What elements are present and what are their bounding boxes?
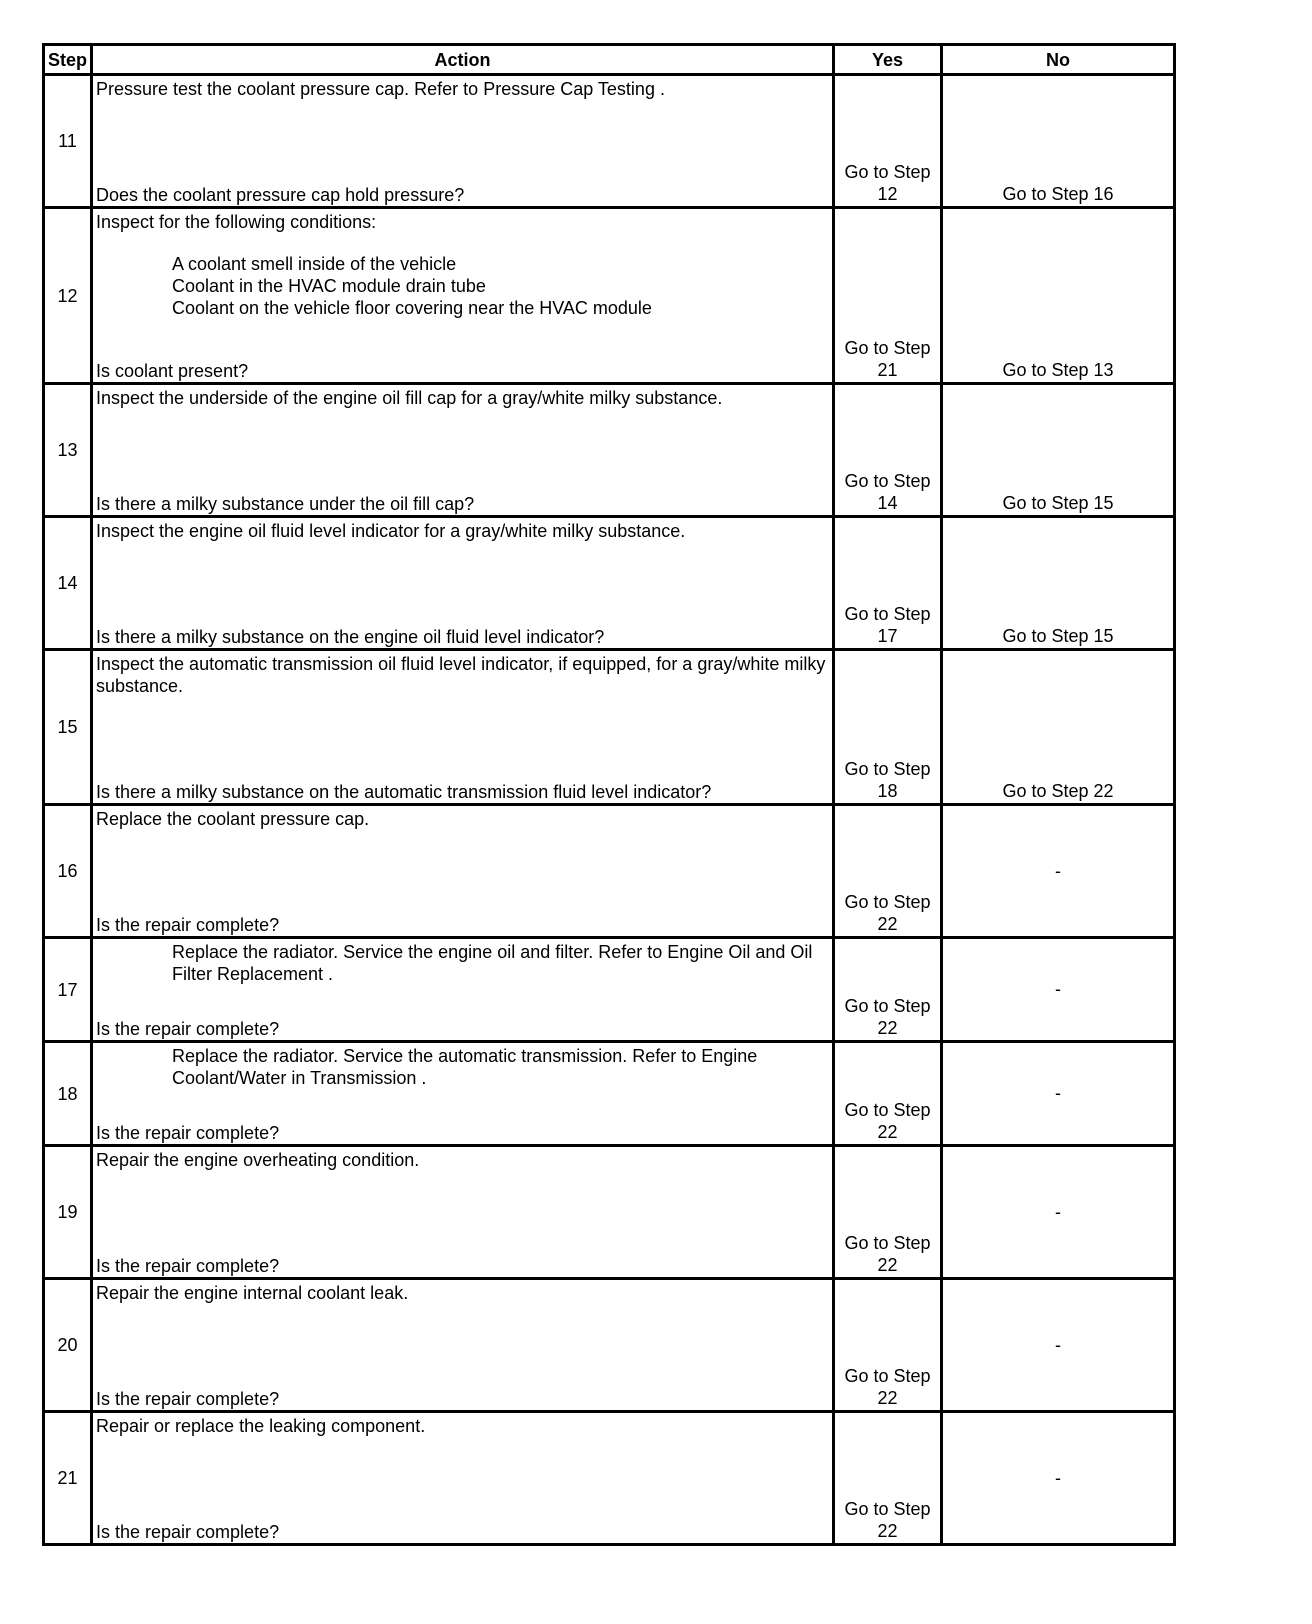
action-cell bbox=[92, 938, 834, 1042]
action-cell bbox=[92, 75, 834, 208]
list-item: Coolant in the HVAC module drain tube bbox=[172, 276, 486, 296]
table-row bbox=[44, 384, 1175, 517]
list-item: A coolant smell inside of the vehicle bbox=[172, 254, 457, 274]
action-instruction: Repair the engine overheating condition. bbox=[96, 1150, 420, 1170]
table-row bbox=[44, 517, 1175, 650]
no-cell bbox=[942, 1042, 1175, 1146]
step-number: 14 bbox=[44, 517, 92, 650]
yes-goto-label: Go to Step bbox=[844, 162, 931, 182]
yes-goto-label: Go to Step bbox=[844, 892, 931, 912]
no-goto-step: - bbox=[1055, 979, 1061, 999]
yes-cell bbox=[834, 384, 942, 517]
yes-goto-label: Go to Step bbox=[844, 1100, 931, 1120]
step-number: 11 bbox=[44, 75, 92, 208]
action-instruction: Replace the radiator. Service the engine oil and filter. Refer to Engine Oil and Oil Filter Replacement . bbox=[172, 942, 813, 984]
table-row bbox=[44, 805, 1175, 938]
yes-cell bbox=[834, 1042, 942, 1146]
no-cell bbox=[942, 650, 1175, 805]
step-number: 20 bbox=[44, 1279, 92, 1412]
action-cell bbox=[92, 517, 834, 650]
no-cell bbox=[942, 1146, 1175, 1279]
yes-cell bbox=[834, 517, 942, 650]
header-row bbox=[44, 45, 1175, 75]
no-goto-step: - bbox=[1055, 1083, 1061, 1103]
yes-cell bbox=[834, 208, 942, 384]
action-instruction: Replace the radiator. Service the automatic transmission. Refer to Engine Coolant/Water in Transmission . bbox=[172, 1046, 758, 1088]
list-item: Coolant on the vehicle floor covering near the HVAC module bbox=[172, 298, 652, 318]
action-cell bbox=[92, 650, 834, 805]
action-question: Is the repair complete? bbox=[96, 1522, 280, 1542]
yes-cell bbox=[834, 938, 942, 1042]
action-question: Is the repair complete? bbox=[96, 915, 280, 935]
action-question: Is there a milky substance on the engine oil fluid level indicator? bbox=[96, 627, 605, 647]
yes-goto-step: 22 bbox=[877, 1388, 898, 1408]
table-row bbox=[44, 1279, 1175, 1412]
yes-goto-label: Go to Step bbox=[844, 1233, 931, 1253]
yes-cell bbox=[834, 650, 942, 805]
action-cell bbox=[92, 1146, 834, 1279]
step-number: 16 bbox=[44, 805, 92, 938]
no-goto-step: Go to Step 22 bbox=[1002, 781, 1114, 801]
yes-goto-step: 22 bbox=[877, 1255, 898, 1275]
action-instruction: Inspect for the following conditions: bbox=[96, 212, 377, 232]
step-number: 15 bbox=[44, 650, 92, 805]
no-cell bbox=[942, 384, 1175, 517]
action-question: Is the repair complete? bbox=[96, 1256, 280, 1276]
action-instruction: Repair the engine internal coolant leak. bbox=[96, 1283, 409, 1303]
no-cell bbox=[942, 517, 1175, 650]
yes-goto-step: 18 bbox=[877, 781, 898, 801]
yes-goto-label: Go to Step bbox=[844, 1499, 931, 1519]
action-instruction: Repair or replace the leaking component. bbox=[96, 1416, 426, 1436]
header-yes: Yes bbox=[834, 45, 942, 75]
table-row bbox=[44, 75, 1175, 208]
header-step: Step bbox=[44, 45, 92, 75]
action-question: Is the repair complete? bbox=[96, 1389, 280, 1409]
action-instruction: Replace the coolant pressure cap. bbox=[96, 809, 370, 829]
yes-goto-label: Go to Step bbox=[844, 996, 931, 1016]
no-goto-step: Go to Step 16 bbox=[1002, 184, 1114, 204]
action-question: Is there a milky substance under the oil fill cap? bbox=[96, 494, 475, 514]
yes-goto-label: Go to Step bbox=[844, 338, 931, 358]
action-question: Is the repair complete? bbox=[96, 1019, 280, 1039]
table-row bbox=[44, 650, 1175, 805]
header-no: No bbox=[942, 45, 1175, 75]
yes-goto-step: 21 bbox=[877, 360, 898, 380]
action-instruction: Inspect the underside of the engine oil fill cap for a gray/white milky substance. bbox=[96, 388, 723, 408]
condition-list bbox=[96, 253, 829, 319]
step-number: 17 bbox=[44, 938, 92, 1042]
yes-goto-label: Go to Step bbox=[844, 604, 931, 624]
no-goto-step: - bbox=[1055, 1334, 1061, 1355]
step-number: 12 bbox=[44, 208, 92, 384]
action-cell bbox=[92, 1412, 834, 1545]
action-instruction: Inspect the automatic transmission oil fluid level indicator, if equipped, for a gray/white milky substance. bbox=[96, 654, 826, 696]
action-cell bbox=[92, 805, 834, 938]
no-goto-step: - bbox=[1055, 1467, 1061, 1488]
action-question: Is coolant present? bbox=[96, 361, 249, 381]
no-cell bbox=[942, 75, 1175, 208]
yes-goto-step: 12 bbox=[877, 184, 898, 204]
action-cell bbox=[92, 1042, 834, 1146]
yes-goto-label: Go to Step bbox=[844, 759, 931, 779]
yes-goto-label: Go to Step bbox=[844, 471, 931, 491]
step-number: 19 bbox=[44, 1146, 92, 1279]
yes-goto-label: Go to Step bbox=[844, 1366, 931, 1386]
action-cell bbox=[92, 1279, 834, 1412]
yes-cell bbox=[834, 75, 942, 208]
table-body bbox=[44, 75, 1175, 1545]
yes-cell bbox=[834, 1279, 942, 1412]
yes-goto-step: 17 bbox=[877, 626, 898, 646]
header-action: Action bbox=[92, 45, 834, 75]
yes-cell bbox=[834, 1412, 942, 1545]
step-number: 18 bbox=[44, 1042, 92, 1146]
no-goto-step: - bbox=[1055, 860, 1061, 881]
yes-cell bbox=[834, 1146, 942, 1279]
no-cell bbox=[942, 1279, 1175, 1412]
no-goto-step: Go to Step 15 bbox=[1002, 626, 1114, 646]
step-number: 13 bbox=[44, 384, 92, 517]
no-cell bbox=[942, 938, 1175, 1042]
yes-goto-step: 22 bbox=[877, 914, 898, 934]
table-row bbox=[44, 1412, 1175, 1545]
action-instruction: Pressure test the coolant pressure cap. Refer to Pressure Cap Testing . bbox=[96, 79, 665, 99]
table-row bbox=[44, 1146, 1175, 1279]
no-cell bbox=[942, 1412, 1175, 1545]
yes-cell bbox=[834, 805, 942, 938]
action-question: Does the coolant pressure cap hold pressure? bbox=[96, 185, 465, 205]
step-number: 21 bbox=[44, 1412, 92, 1545]
action-question: Is the repair complete? bbox=[96, 1123, 280, 1143]
yes-goto-step: 22 bbox=[877, 1521, 898, 1541]
action-instruction: Inspect the engine oil fluid level indicator for a gray/white milky substance. bbox=[96, 521, 686, 541]
no-goto-step: Go to Step 13 bbox=[1002, 360, 1114, 380]
no-cell bbox=[942, 805, 1175, 938]
action-question: Is there a milky substance on the automatic transmission fluid level indicator? bbox=[96, 782, 712, 802]
yes-goto-step: 22 bbox=[877, 1122, 898, 1142]
diagnostic-table bbox=[42, 43, 1176, 1546]
table-row bbox=[44, 208, 1175, 384]
no-cell bbox=[942, 208, 1175, 384]
table-row bbox=[44, 1042, 1175, 1146]
yes-goto-step: 14 bbox=[877, 493, 898, 513]
action-cell bbox=[92, 384, 834, 517]
no-goto-step: Go to Step 15 bbox=[1002, 493, 1114, 513]
table-row bbox=[44, 938, 1175, 1042]
action-cell bbox=[92, 208, 834, 384]
yes-goto-step: 22 bbox=[877, 1018, 898, 1038]
no-goto-step: - bbox=[1055, 1201, 1061, 1222]
